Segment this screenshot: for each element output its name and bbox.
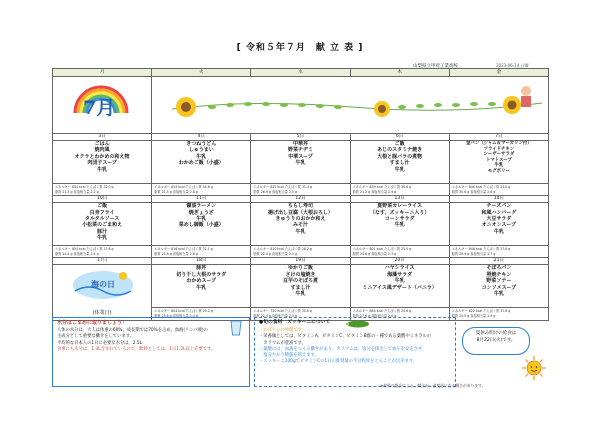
day-number: 20日 <box>350 258 449 265</box>
menu-item: コーンサラダ <box>384 216 415 222</box>
print-date: 2023-06-14 日曜 <box>496 63 529 68</box>
zucchini-note-line: ・ズッキーニ100gでビタミンCの1日の推奨量の半分程度をとることが出来ます。 <box>259 359 418 365</box>
nutrition-info: エネルギー 720 kcal たんぱく質 30.6 g 脂質 22.4 g 食塩相当量 2.0 g <box>251 308 350 320</box>
menu-item: そぼろパン <box>486 265 512 272</box>
marine-day-icon <box>53 265 152 305</box>
nutrition-info: エネルギー 864 kcal たんぱく質 24.6 g 脂質 27.6 g 食塩相当量 2.6 g <box>350 308 449 320</box>
nutrition-info: エネルギー 846 kcal たんぱく質 24.0 g 脂質 30.6 g 食塩相当量 2.6 g <box>449 184 548 196</box>
menu-item: 牛乳 <box>394 278 405 285</box>
zucchini-note-line: カリウムが豊富です。 <box>259 340 306 346</box>
next-lunch-line: 8月22日(火)です。 <box>476 338 516 343</box>
menu-cell <box>449 141 548 184</box>
menu-item: ちらし寿司 <box>287 203 313 210</box>
water-note-line: 人体の水分は、大人は体重の60%、成長期では70%を占め、血液(リンパ液)の <box>57 328 208 334</box>
menu-cell <box>449 265 548 308</box>
menu-item: さけの塩焼き <box>285 271 316 278</box>
weekday-thu: 木 <box>350 69 449 77</box>
menu-item: 大根と豚バラの煮物 <box>377 153 423 160</box>
zucchini-icon <box>345 319 371 329</box>
menu-cell <box>53 141 152 184</box>
menu-item: 牛乳 <box>493 228 504 235</box>
menu-item: 白身フライ <box>89 209 115 216</box>
menu-item: みそ汁 <box>292 222 308 229</box>
menu-item: タルタルソース <box>84 216 120 222</box>
menu-cell <box>251 203 350 246</box>
next-lunch-note <box>462 327 530 355</box>
nutrition-info: エネルギー 822 kcal たんぱく質 37.8 g 脂質 24.5 g 食塩相当量 2.9 g <box>449 308 548 320</box>
menu-item: 小松菜のごま和え <box>82 222 123 229</box>
page-title: [ 令和５年７月 献 立 表 ] <box>236 43 364 53</box>
menu-item: あじのスタミナ焼き <box>377 147 423 154</box>
menu-item: しゅうまい <box>188 147 214 154</box>
nutrition-info: エネルギー 814 kcal たんぱく質 34.6 g 脂質 21.5 g 食塩相当量 2.8 g <box>152 184 251 196</box>
zucchini-note <box>254 317 456 387</box>
sun-icon <box>521 355 547 381</box>
water-note-line: 平均的な日本人の1日に必要な水分は、2.5L <box>57 340 143 346</box>
menu-item: ごはん <box>94 141 110 147</box>
weekday-wed: 水 <box>251 69 350 77</box>
menu-item: トマトスープ <box>485 157 512 163</box>
day-number: 6日 <box>350 134 449 141</box>
day-number: 13日 <box>350 196 449 203</box>
menu-item: わかめご飯（小盛） <box>178 160 224 167</box>
menu-item: 牛乳 <box>494 163 504 169</box>
water-note-line: 食事にも水分は、1.3L含まれているので、飲料としては、1日1.2L以上必要です。 <box>57 346 216 352</box>
menu-item: 豆芋のそぼろ煮 <box>282 278 318 285</box>
menu-cell <box>152 265 251 308</box>
day-number: 21日 <box>449 258 548 265</box>
menu-item: 揚げ出し豆腐（大根おろし） <box>267 209 333 216</box>
day-number: 19日 <box>251 258 350 265</box>
day-number: 4日 <box>152 134 251 141</box>
nutrition-info: エネルギー 816 kcal たんぱく質 32.1 g 脂質 25.8 g 食塩相当量 2.8 g <box>152 246 251 258</box>
menu-item: ハヤシライス <box>384 265 415 272</box>
zucchini-note-line: ・葉酸には、血液をつくる働きがあり、カリウムは、塩分を排出して血圧を安定させ、 <box>259 346 427 352</box>
menu-cell <box>251 265 350 308</box>
nutrition-info: エネルギー 810 kcal たんぱく質 28.2 g 脂質 22.4 g 食塩相当量 2.5 g <box>251 246 350 258</box>
day-number: 14日 <box>449 196 548 203</box>
menu-item: 金パン（ジャム＆マーガリン付） <box>466 141 532 146</box>
menu-cell <box>251 141 350 184</box>
menu-item: （なす、ズッキーニ入り） <box>369 209 430 216</box>
menu-item: すまし汁 <box>290 284 311 291</box>
menu-cell <box>350 141 449 184</box>
menu-item: フライドチキン <box>483 146 515 152</box>
menu-item: 豚丼 <box>196 265 207 272</box>
menu-item: 牛乳 <box>97 235 108 242</box>
water-note-line: 主成分として重要な働きをしています。 <box>57 334 134 340</box>
menu-item: 中華スープ <box>288 153 313 160</box>
menu-cell <box>152 203 251 246</box>
footer-note: ※材料の都合により、献立が一部変更になる場合があります。 <box>380 383 486 388</box>
day-number: 12日 <box>251 196 350 203</box>
menu-item: オクラとわかめの和え物 <box>74 153 130 160</box>
day-number: 7日 <box>449 134 548 141</box>
menu-item: ミニアイス風デザート（バニラ） <box>362 284 437 291</box>
menu-item: 豚汁 <box>97 228 108 235</box>
menu-item: チーズパン <box>486 203 512 210</box>
menu-item: ご飯 <box>97 203 108 210</box>
nutrition-info: エネルギー 854 kcal たんぱく質 32.0 g 脂質 21.5 g 食塩相当量 2.2 g <box>53 184 152 196</box>
water-note <box>52 317 250 387</box>
menu-item: 牛乳 <box>196 153 207 160</box>
school-name: 山梨県立甲府工業高校 <box>413 64 458 69</box>
menu-item: 牛乳 <box>97 166 108 173</box>
weekday-fri: 金 <box>449 69 548 77</box>
july-label: 7月 <box>83 97 116 119</box>
water-note-title: 水分はこまめに取りましょう！ <box>57 320 128 326</box>
holiday-label: (休業日) <box>92 310 112 317</box>
menu-item: 大豆サラダ <box>486 216 512 222</box>
menu-item: 肉団子スープ <box>87 160 117 167</box>
zucchini-note-line: 塩分やかり糖値を抑えます。 <box>259 353 319 359</box>
menu-item: オニオンスープ <box>481 222 516 229</box>
menu-item: きゅうりのおかか和え <box>275 216 326 222</box>
nutrition-info: エネルギー 801 kcal たんぱく質 25.0 g 脂質 24.8 g 食塩相当量 2.3 g <box>350 246 449 258</box>
menu-item: 牛乳 <box>295 291 306 297</box>
nutrition-info: エネルギー 825 kcal たんぱく質 31.4 g 脂質 26.9 g 食塩相当量 2.5 g <box>251 184 350 196</box>
menu-table <box>52 68 549 321</box>
day-number: 17日 <box>53 258 152 265</box>
menu-cell <box>350 265 449 308</box>
menu-cell <box>350 203 449 246</box>
menu-item: シーザーサラダ <box>483 152 515 158</box>
menu-item: コンソメスープ <box>481 284 517 291</box>
weekday-mon: 月 <box>53 69 152 77</box>
zucchini-note-line: ・栄養価としては、ビタミンA、ビタミンC、ビタミンB群の一種である葉酸やミネラルの <box>259 334 432 340</box>
zucchini-note-title: ●旬の食材 ズッキーニについて <box>259 320 331 325</box>
menu-cell <box>152 141 251 184</box>
next-lunch-line: 夏休み明けの給食は <box>475 331 517 336</box>
holiday-cell <box>53 265 152 320</box>
menu-item: 牛乳 <box>196 216 207 222</box>
glass-icon <box>229 320 243 336</box>
zucchini-note-line: ・かぼちゃの仲間です。 <box>259 328 306 334</box>
menu-item: 牛乳 <box>394 166 405 173</box>
menu-cell <box>449 203 548 246</box>
menu-item: 海藻サラダ <box>387 271 413 278</box>
menu-item: 焼ぎょうざ <box>188 209 214 216</box>
menu-item: モグポリー <box>487 168 510 174</box>
menu-item: 牛乳 <box>295 160 306 167</box>
menu-item: ゆかりご飯 <box>287 265 313 272</box>
weekday-tue: 火 <box>152 69 251 77</box>
menu-item: すまし汁 <box>389 160 410 167</box>
menu-item: 野菜ソテー <box>486 278 512 285</box>
menu-item: 菜めし御飯（小盛） <box>178 222 224 229</box>
july-banner <box>53 77 152 134</box>
menu-item: 焼肉風 <box>94 147 110 154</box>
menu-item: 野菜チヂミ <box>287 147 313 154</box>
nutrition-info: エネルギー 854 kcal たんぱく質 27.6 g 脂質 24.4 g 食塩相当量 2.4 g <box>53 246 152 258</box>
menu-item: 牛乳 <box>493 291 504 297</box>
menu-item: 牛乳 <box>196 284 207 291</box>
nutrition-info: エネルギー 839 kcal たんぱく質 36.8 g 脂質 21.2 g 食塩相当量 2.9 g <box>350 184 449 196</box>
menu-item: きつねうどん <box>186 141 217 147</box>
menu-item: 和風ハンバーグ <box>481 209 517 216</box>
day-number: 3日 <box>53 134 152 141</box>
svg-text:海の日: 海の日 <box>91 280 115 290</box>
menu-cell <box>53 203 152 246</box>
menu-item: 切り干し大根のサラダ <box>176 271 227 278</box>
day-number: 11日 <box>152 196 251 203</box>
nutrition-info: エネルギー 804 kcal たんぱく質 29.2 g 脂質 25.6 g 食塩相当量 2.4 g <box>152 308 251 320</box>
menu-item: 中華丼 <box>292 141 308 147</box>
nutrition-info: エネルギー 848 kcal たんぱく質 27.6 g 脂質 28.9 g 食塩相当量 2.7 g <box>449 246 548 258</box>
menu-item: わかめスープ <box>186 278 217 285</box>
sunflower-vine-icon <box>152 77 548 129</box>
menu-item: 照焼チキン <box>486 271 512 278</box>
day-number: 5日 <box>251 134 350 141</box>
day-number: 18日 <box>152 258 251 265</box>
menu-item: 醤油ラーメン <box>186 203 217 210</box>
day-number: 10日 <box>53 196 152 203</box>
menu-item: 夏野菜カレーライス <box>377 203 423 210</box>
sunflower-banner <box>152 77 549 134</box>
menu-item: 牛乳 <box>295 228 306 235</box>
menu-item: 牛乳 <box>394 222 405 229</box>
menu-item: ご飯 <box>394 141 405 147</box>
